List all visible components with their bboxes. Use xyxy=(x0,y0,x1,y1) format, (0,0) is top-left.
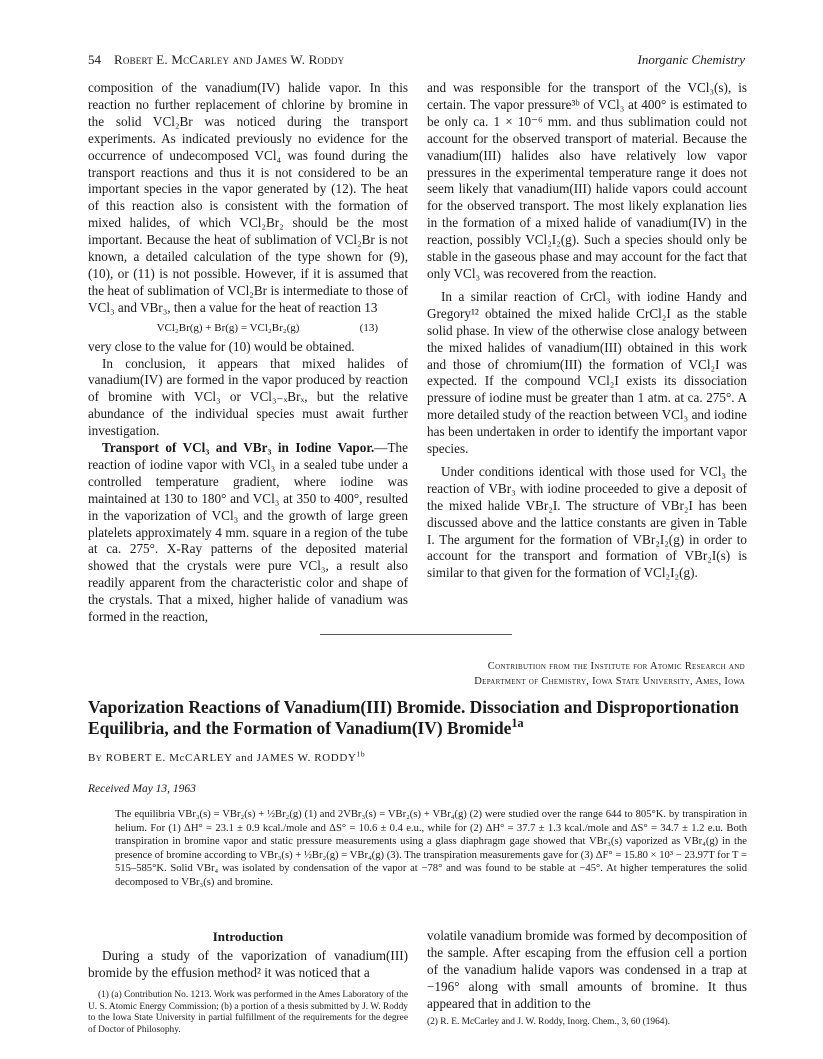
paragraph: Under conditions identical with those used for VCl₃ the reaction of VBr₃ with iodine proceeded to give a deposit of the mixed halide VBr₂I. The structure of VBr₂I has been discussed above and the lattice constants are given in Table I. The argument for the formation of VBr₂I₂(g) in order to account for the transport and formation of VBr₂I(s) is similar to that given for the formation of VCl₂I₂(g). xyxy=(427,463,747,581)
paragraph: volatile vanadium bromide was formed by decomposition of the sample. After escaping from the effusion cell a portion of the vanadium halide vapors was condensed in a trap at −196° along with small amounts of bromine. It thus appeared that in addition to the xyxy=(427,928,747,1011)
page-number: 54 xyxy=(88,52,101,67)
right-column-top xyxy=(427,80,747,582)
introduction-heading: Introduction xyxy=(212,929,284,944)
paragraph: composition of the vanadium(IV) halide vapor. In this reaction no further replacement of chlorine by bromine in the solid VCl₂Br was noticed during the transport experiments. As indicated previously no evidence for the occurrence of undecomposed VCl₄ was found during the transport reactions and thus it is not considered to be an important species in the vapor generated by (12). The heat of this reaction also is consistent with the formation of mixed halides, of which VCl₂Br₂ should be the most important. Because the heat of sublimation of VCl₂Br is not known, a detailed calculation of the type shown for (9), (10), or (11) is not possible. However, if it is assumed that the heat of sublimation of VCl₂Br is intermediate to those of VCl₃ and VBr₃, then a value for the heat of reaction 13 xyxy=(88,80,408,315)
equation-number: (13) xyxy=(359,321,378,334)
contribution-line: Contribution from the Institute for Atomic Research and xyxy=(487,661,745,672)
section-divider xyxy=(320,634,512,635)
contribution-note xyxy=(474,659,745,689)
title-footnote-mark: 1a xyxy=(511,716,524,731)
received-date: Received May 13, 1963 xyxy=(88,783,196,795)
footnote-1 xyxy=(88,990,408,1036)
byline xyxy=(88,749,366,764)
paragraph: In conclusion, it appears that mixed halides of vanadium(IV) are formed in the vapor produced by reaction of bromine with VCl₃ or VCl₃₋ₓBrₓ, but the relative abundance of the individual species must await further investigation. xyxy=(88,355,408,439)
paragraph xyxy=(88,440,408,626)
equation-13 xyxy=(88,320,408,337)
right-column-bottom xyxy=(427,928,747,1013)
left-column-bottom xyxy=(88,948,408,982)
footnote-2: (2) R. E. McCarley and J. W. Roddy, Inorg. Chem., 3, 60 (1964). xyxy=(427,1017,670,1027)
running-head-authors: Robert E. McCarley and James W. Roddy xyxy=(114,52,345,67)
byline-by: By xyxy=(88,752,103,764)
equation-body: VCl₂Br(g) + Br(g) = VCl₂Br₂(g) xyxy=(156,321,300,334)
running-head xyxy=(88,52,745,72)
section-runin-heading: Transport of VCl₃ and VBr₃ in Iodine Vapor. xyxy=(102,440,375,456)
journal-name: Inorganic Chemistry xyxy=(637,52,745,67)
article-title-text: Vaporization Reactions of Vanadium(III) Bromide. Dissociation and Disproportionation Equilibria, and the Formation of Vanadium(IV) Bromide xyxy=(88,697,739,738)
paragraph-text: —The reaction of iodine vapor with VCl₃ in a sealed tube under a controlled temperature gradient, where iodine was maintained at 130 to 180° and VCl₃ at 350 to 400°, resulted in the vaporization of VCl₃ and the growth of large green platelets approximately 4 mm. square in a region of the tube at ca. 275°. X-Ray patterns of the deposited material showed that the crystals were pure VCl₃, a result also readily apparent from the characteristic color and shape of the crystals. That a mixed, higher halide of vanadium was formed in the reaction, xyxy=(88,440,408,625)
article-title xyxy=(88,697,758,739)
paragraph: and was responsible for the transport of the VCl₃(s), is certain. The vapor pressure³ᵇ of VCl₃ at 400° is estimated to be only ca. 1 × 10⁻⁶ mm. and thus sublimation could not account for the observed transport of material. Because the vanadium(III) halides also have relatively low vapor pressures in the experimental temperature range it does not seem likely that vanadium(III) halide vapors could account for the observed transport. The most likely explanation lies in the formation of a mixed halide of vanadium(IV) in the reaction, possibly VCl₂I₂(g). Such a species should only be stable in the gaseous phase and may account for the fact that only VCl₃ was recovered from the reaction. xyxy=(427,80,747,281)
paragraph: In a similar reaction of CrCl₃ with iodine Handy and Gregory¹² obtained the mixed halide CrCl₂I as the stable solid phase. In view of the otherwise close analogy between the mixed halides of vanadium(III) obtained in this work and those of chromium(III) the formation of VCl₂I was expected. If the compound VCl₂I exists its dissociation pressure of iodine must be greater than 1 atm. at ca. 275°. A more detailed study of the reaction between VCl₃ and iodine has been undertaken in order to identify the important vapor species. xyxy=(427,288,747,457)
contribution-line: Department of Chemistry, Iowa State University, Ames, Iowa xyxy=(474,676,745,687)
paragraph: During a study of the vaporization of vanadium(III) bromide by the effusion method² it was noticed that a xyxy=(88,948,408,980)
abstract: The equilibria VBr₃(s) = VBr₂(s) + ½Br₂(g) (1) and 2VBr₃(s) = VBr₂(s) + VBr₄(g) (2) were studied over the range 644 to 805°K. by transpiration in helium. For (1) ΔH° = 23.1 ± 0.9 kcal./mole and ΔS° = 10.6 ± 0.4 e.u., while for (2) ΔH° = 37.7 ± 1.3 kcal./mole and ΔS° = 34.7 ± 1.2 e.u. Both transpiration in bromine vapor and static pressure measurements using a glass diaphragm gage showed that VBr₃(s) vaporized as VBr₄(g) in the presence of bromine according to VBr₃(s) + ½Br₂(g) = VBr₄(g) (3). The transpiration measurements gave for (3) ΔF° = 15.80 × 10³ − 23.97T for T = 515–585°K. Solid VBr₄ was isolated by condensation of the vapor at −78° and was found to be stable at −45°. At higher temperatures the solid decomposed to VBr₃(s) and bromine. xyxy=(115,809,747,888)
paragraph: very close to the value for (10) would be obtained. xyxy=(88,338,355,354)
left-column-top xyxy=(88,80,408,626)
byline-authors: ROBERT E. McCARLEY and JAMES W. RODDY xyxy=(105,752,357,764)
byline-footnote-mark: 1b xyxy=(356,749,366,759)
footnote-text: (1) (a) Contribution No. 1213. Work was performed in the Ames Laboratory of the U. S. Atomic Energy Commission; (b) a portion of a thesis submitted by J. W. Roddy to the Iowa State University in partial fulfillment of the requirements for the degree of Doctor of Philosophy. xyxy=(88,990,408,1035)
